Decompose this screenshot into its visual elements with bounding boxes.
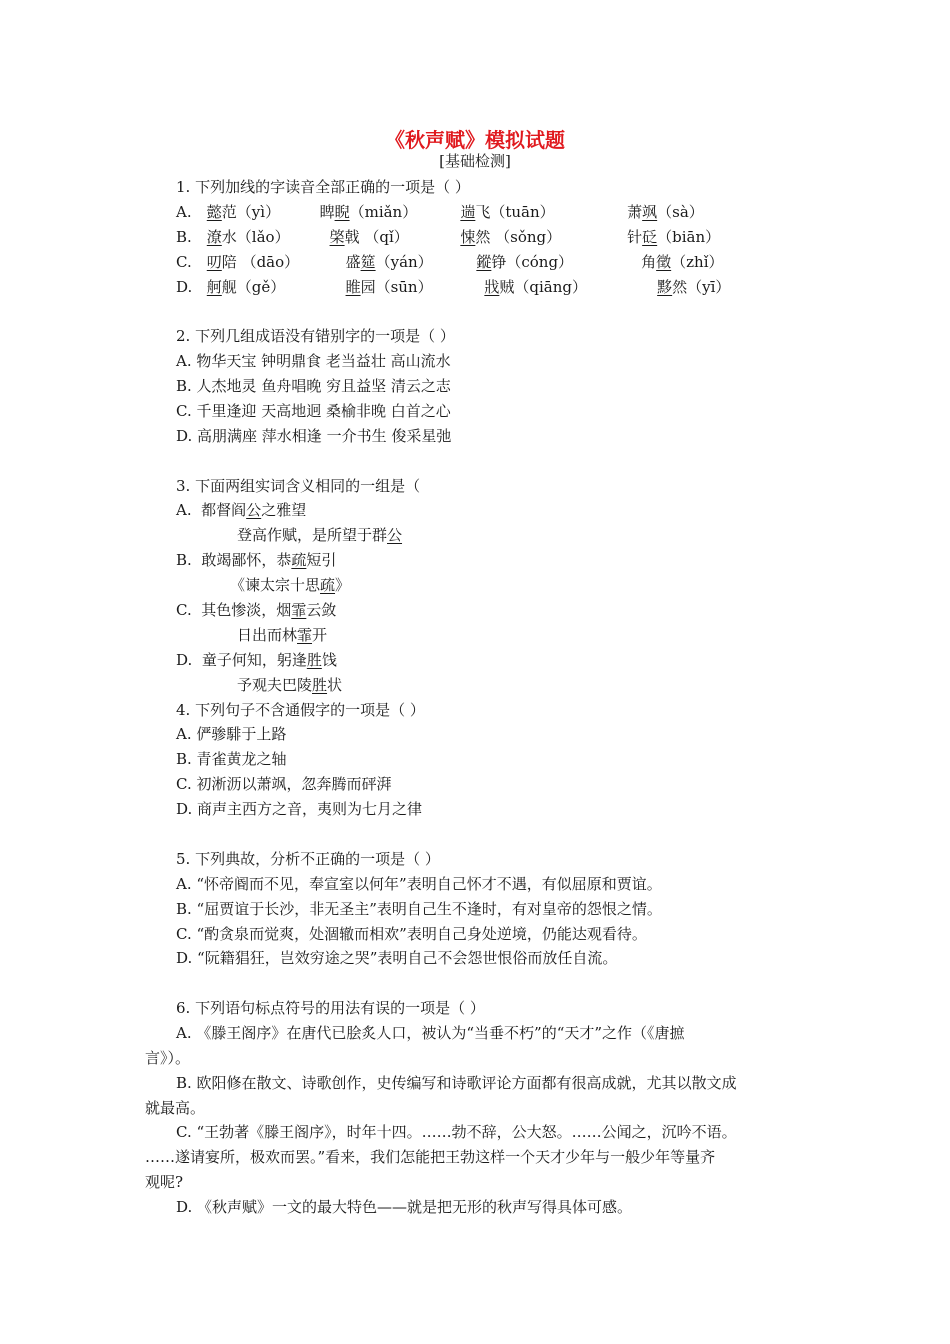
q4-stem: 4. 下列句子不含通假字的一项是（ ）: [176, 701, 425, 719]
q3-option-a: A. 都督阎公之雅望: [176, 501, 307, 519]
q6-option-b-line1: B. 欧阳修在散文、诗歌创作，史传编写和诗歌评论方面都有很高成就，尤其以散文成: [176, 1074, 737, 1092]
q3-option-c: C. 其色惨淡，烟霏云敛: [176, 601, 337, 619]
q1-option-c: C. 叨陪 （dāo） 盛筵（yán） 鏦铮（cóng） 角徵（zhǐ）: [176, 253, 724, 271]
q1-option-b: B. 潦水（lǎo） 棨戟 （qǐ） 悚然 （sǒng） 针砭（biān）: [176, 228, 721, 246]
q2-option-a: A. 物华天宝 钟明鼎食 老当益壮 高山流水: [176, 352, 451, 370]
q2-option-c: C. 千里逢迎 天高地迥 桑榆非晚 白首之心: [176, 402, 451, 420]
q5-option-a: A. “怀帝阍而不见，奉宣室以何年”表明自己怀才不遇，有似屈原和贾谊。: [176, 875, 662, 893]
q2-option-d: D. 高朋满座 萍水相逢 一介书生 俊采星弛: [176, 427, 452, 445]
q6-option-c-line3: 观呢?: [145, 1173, 184, 1191]
page-title: 《秋声赋》模拟试题: [385, 128, 565, 152]
q6-option-b-line2: 就最高。: [145, 1099, 206, 1117]
q1-option-a: A. 懿范（yì） 睥睨（miǎn） 遄飞（tuān） 萧飒（sà）: [176, 203, 704, 221]
q1-option-d: D. 舸舰（gě） 睢园（sūn） 戕贼（qiāng） 黟然（yī）: [176, 278, 731, 296]
q3-stem: 3. 下面两组实词含义相同的一组是（: [176, 477, 421, 495]
q3-option-d-second: 予观夫巴陵胜状: [237, 676, 343, 694]
q6-option-a-line2: 言》）。: [145, 1049, 191, 1067]
q3-option-a-second: 登高作赋，是所望于群公: [237, 526, 403, 544]
q4-option-b: B. 青雀黄龙之轴: [176, 750, 287, 768]
q6-option-d: D. 《秋声赋》一文的最大特色——就是把无形的秋声写得具体可感。: [176, 1198, 633, 1216]
q4-option-d: D. 商声主西方之音，夷则为七月之律: [176, 800, 423, 818]
q5-option-d: D. “阮籍猖狂，岂效穷途之哭”表明自己不会怨世恨俗而放任自流。: [176, 949, 618, 967]
q6-stem: 6. 下列语句标点符号的用法有误的一项是（ ）: [176, 999, 485, 1017]
q5-option-c: C. “酌贪泉而觉爽，处涸辙而相欢”表明自己身处逆境，仍能达观看待。: [176, 925, 647, 943]
q4-option-a: A. 俨骖騑于上路: [176, 725, 287, 743]
q3-option-d: D. 童子何知，躬逢胜饯: [176, 651, 337, 669]
q1-stem: 1. 下列加线的字读音全部正确的一项是（ ）: [176, 178, 470, 196]
q4-option-c: C. 初淅沥以萧飒，忽奔腾而砰湃: [176, 775, 392, 793]
q2-option-b: B. 人杰地灵 鱼舟唱晚 穷且益坚 清云之志: [176, 377, 451, 395]
q5-stem: 5. 下列典故，分析不正确的一项是（ ）: [176, 850, 440, 868]
q3-option-b-second: 《谏太宗十思疏》: [230, 576, 351, 594]
q6-option-c-line2: ……遂请宴所，极欢而罢。”看来，我们怎能把王勃这样一个天才少年与一般少年等量齐: [145, 1148, 716, 1166]
q6-option-a-line1: A. 《滕王阁序》在唐代已脍炙人口，被认为“当垂不朽”的“天才”之作（《唐摭: [176, 1024, 685, 1042]
section-heading: [基础检测]: [439, 152, 511, 170]
q3-option-b: B. 敢竭鄙怀，恭疏短引: [176, 551, 337, 569]
q6-option-c-line1: C. “王勃著《滕王阁序》，时年十四。……勃不辞，公大怒。……公闻之，沉吟不语。: [176, 1123, 737, 1141]
q5-option-b: B. “屈贾谊于长沙，非无圣主”表明自己生不逢时，有对皇帝的怨恨之情。: [176, 900, 662, 918]
q2-stem: 2. 下列几组成语没有错别字的一项是（ ）: [176, 327, 455, 345]
q3-option-c-second: 日出而林霏开: [237, 626, 328, 644]
